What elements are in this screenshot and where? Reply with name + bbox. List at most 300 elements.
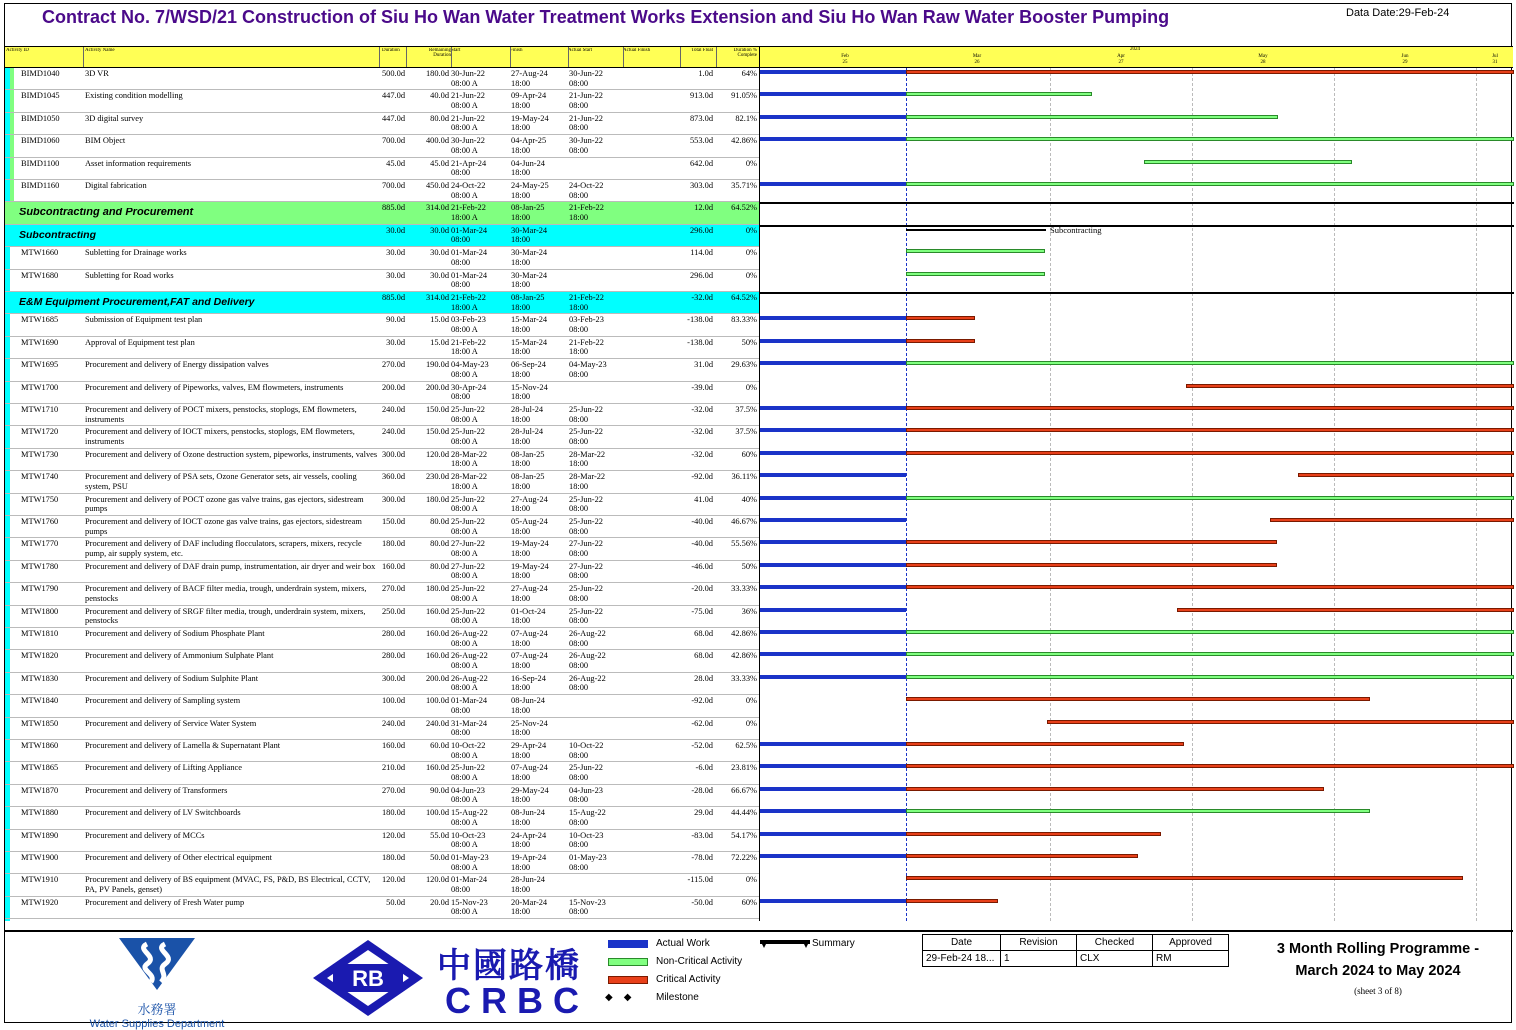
gantt-critical-bar[interactable] bbox=[906, 787, 1324, 791]
activity-row[interactable] bbox=[5, 180, 759, 202]
remaining-duration: 30.0d bbox=[430, 248, 449, 258]
activity-row[interactable] bbox=[5, 785, 759, 807]
remaining-duration: 80.0d bbox=[430, 517, 449, 526]
remaining-duration: 160.0d bbox=[425, 651, 449, 661]
activity-name: Procurement and delivery of SRGF filter media, trough, underdrain system, mixers, penstocks bbox=[85, 606, 366, 626]
finish: 08-Jan-25 18:00 bbox=[511, 472, 545, 491]
gantt-critical-bar[interactable] bbox=[906, 585, 1514, 589]
start: 03-Feb-23 08:00 A bbox=[451, 315, 486, 334]
activity-name: Procurement and delivery of BS equipment (MVAC, FS, P&D, BS Electrical, CCTV, PA, PV Panels, genset) bbox=[85, 875, 371, 894]
finish: 07-Aug-24 18:00 bbox=[511, 651, 548, 670]
duration-pct: 0% bbox=[745, 225, 757, 235]
gantt-actual-bar[interactable] bbox=[760, 899, 906, 903]
gantt-critical-bar[interactable] bbox=[906, 451, 1514, 455]
gantt-critical-bar[interactable] bbox=[906, 832, 1161, 836]
duration: 120.0d bbox=[381, 830, 405, 840]
activity-id: MTW1890 bbox=[21, 830, 59, 840]
activity-id: MTW1865 bbox=[21, 763, 59, 773]
timeline-week: 25 bbox=[842, 60, 848, 65]
duration: 45.0d bbox=[386, 158, 405, 168]
total-float: -50.0d bbox=[691, 897, 713, 907]
activity-id: BIMD1100 bbox=[21, 158, 60, 168]
duration-pct: 66.67% bbox=[731, 785, 757, 795]
timeline-month: Jul bbox=[1492, 54, 1498, 59]
start: 30-Jun-22 08:00 A bbox=[451, 69, 485, 88]
finish: 19-May-24 18:00 bbox=[511, 539, 549, 558]
total-float: -32.0d bbox=[691, 449, 713, 459]
remaining-duration: 180.0d bbox=[425, 494, 449, 504]
gantt-actual-bar[interactable] bbox=[760, 473, 906, 477]
finish: 27-Aug-24 18:00 bbox=[511, 494, 548, 514]
gantt-critical-bar[interactable] bbox=[1047, 720, 1514, 724]
actual-start: 21-Feb-22 18:00 bbox=[569, 293, 604, 312]
col-activity-name: Activity Name bbox=[85, 48, 115, 53]
activity-row[interactable] bbox=[5, 449, 759, 471]
activity-row[interactable] bbox=[5, 426, 759, 448]
finish: 19-Apr-24 18:00 bbox=[511, 853, 547, 872]
gantt-summary-bar[interactable] bbox=[906, 229, 1046, 231]
total-float: -115.0d bbox=[687, 875, 713, 885]
wsd-english-name: Water Supplies Department bbox=[89, 1018, 225, 1030]
rev-date: 29-Feb-24 18... bbox=[923, 951, 1001, 967]
total-float: -39.0d bbox=[691, 382, 713, 392]
data-date-line bbox=[906, 68, 907, 921]
actual-start: 28-Mar-22 18:00 bbox=[569, 472, 606, 491]
duration-pct: 36.11% bbox=[731, 472, 757, 482]
timeline-month: Apr bbox=[1117, 54, 1125, 59]
gantt-noncritical-bar[interactable] bbox=[906, 630, 1514, 634]
start: 21-Feb-22 18:00 A bbox=[451, 203, 486, 222]
total-float: -40.0d bbox=[691, 539, 713, 549]
programme-title bbox=[1243, 938, 1513, 982]
activity-id: MTW1900 bbox=[21, 853, 59, 862]
rev-revision: 1 bbox=[1001, 951, 1077, 967]
gantt-critical-bar[interactable] bbox=[906, 70, 1514, 74]
finish: 24-May-25 18:00 bbox=[511, 181, 549, 200]
actual-start: 03-Feb-23 08:00 bbox=[569, 315, 604, 334]
gantt-noncritical-bar[interactable] bbox=[906, 249, 1045, 253]
activity-row[interactable] bbox=[5, 538, 759, 560]
total-float: 68.0d bbox=[694, 651, 713, 661]
gantt-actual-bar[interactable] bbox=[760, 630, 906, 634]
actual-start bbox=[569, 159, 623, 169]
remaining-duration: 240.0d bbox=[425, 718, 449, 728]
wbs-name: Subcontracting and Procurement bbox=[19, 208, 194, 218]
rev-header-date: Date bbox=[923, 935, 1001, 951]
total-float: 41.0d bbox=[694, 494, 713, 504]
activity-row[interactable] bbox=[5, 874, 759, 896]
activity-row[interactable] bbox=[5, 561, 759, 583]
gantt-actual-bar[interactable] bbox=[760, 809, 906, 813]
actual-start: 21-Feb-22 18:00 bbox=[569, 203, 604, 222]
activity-row[interactable] bbox=[5, 673, 759, 695]
activity-id: BIMD1040 bbox=[21, 69, 60, 78]
duration: 30.0d bbox=[386, 270, 405, 280]
total-float: -83.0d bbox=[691, 830, 713, 840]
gantt-noncritical-bar[interactable] bbox=[906, 115, 1278, 119]
remaining-duration: 160.0d bbox=[425, 606, 449, 616]
summary-bar-icon bbox=[760, 940, 810, 950]
gantt-noncritical-bar[interactable] bbox=[906, 182, 1514, 186]
activity-row[interactable] bbox=[5, 897, 759, 919]
gantt-critical-bar[interactable] bbox=[906, 563, 1277, 567]
gantt-critical-bar[interactable] bbox=[906, 697, 1370, 701]
finish: 08-Jan-25 18:00 bbox=[511, 203, 545, 222]
total-float: -46.0d bbox=[691, 561, 713, 571]
activity-row[interactable] bbox=[5, 90, 759, 112]
finish: 15-Nov-24 18:00 bbox=[511, 382, 548, 402]
remaining-duration: 150.0d bbox=[425, 427, 449, 437]
activity-name: Procurement and delivery of Lifting Appliance bbox=[85, 763, 242, 773]
gantt-critical-bar[interactable] bbox=[906, 854, 1138, 858]
activity-id: MTW1740 bbox=[21, 472, 59, 482]
gantt-actual-bar[interactable] bbox=[760, 854, 906, 858]
start: 01-Mar-24 08:00 bbox=[451, 696, 488, 715]
activity-name: Existing condition modelling bbox=[85, 91, 183, 101]
finish: 15-Mar-24 18:00 bbox=[511, 315, 548, 334]
gantt-summary-label: Subcontracting bbox=[1050, 224, 1102, 235]
total-float: -138.0d bbox=[687, 315, 713, 325]
remaining-duration: 160.0d bbox=[425, 763, 449, 773]
duration: 300.0d bbox=[381, 449, 405, 459]
activity-id: MTW1750 bbox=[21, 494, 59, 504]
start: 31-Mar-24 08:00 bbox=[451, 718, 488, 738]
finish: 04-Jun-24 18:00 bbox=[511, 158, 545, 178]
gantt-actual-bar[interactable] bbox=[760, 406, 906, 410]
duration-pct: 0% bbox=[745, 696, 757, 706]
start: 26-Aug-22 08:00 A bbox=[451, 651, 488, 670]
activity-name: Procurement and delivery of MCCs bbox=[85, 830, 205, 840]
activity-row[interactable] bbox=[5, 359, 759, 381]
gantt-critical-bar[interactable] bbox=[1177, 608, 1514, 612]
gantt-actual-bar[interactable] bbox=[760, 742, 906, 746]
activity-row[interactable] bbox=[5, 650, 759, 672]
activity-row[interactable] bbox=[5, 628, 759, 650]
rb-logo-icon bbox=[311, 938, 425, 1018]
gantt-critical-bar[interactable] bbox=[906, 899, 998, 903]
activity-id: MTW1860 bbox=[21, 741, 59, 750]
activity-row[interactable] bbox=[5, 718, 759, 740]
activity-row[interactable] bbox=[5, 270, 759, 292]
activity-name: Procurement and delivery of Ammonium Sulphate Plant bbox=[85, 651, 274, 661]
duration: 885.0d bbox=[381, 203, 405, 213]
actual-start bbox=[569, 719, 623, 729]
actual-start: 21-Jun-22 08:00 bbox=[569, 91, 603, 110]
total-float: 913.0d bbox=[689, 91, 713, 101]
actual-start bbox=[569, 226, 623, 236]
activity-name: Procurement and delivery of Ozone destruction system, pipeworks, instruments, valves bbox=[85, 449, 378, 459]
wbs-row[interactable] bbox=[5, 292, 759, 314]
activity-row[interactable] bbox=[5, 471, 759, 493]
activity-id: MTW1790 bbox=[21, 584, 59, 594]
gantt-critical-bar[interactable] bbox=[906, 428, 1514, 432]
col-finish: Finish bbox=[510, 48, 523, 53]
duration-pct: 83.33% bbox=[731, 315, 757, 325]
gantt-noncritical-bar[interactable] bbox=[906, 675, 1514, 679]
gantt-critical-bar[interactable] bbox=[906, 339, 975, 343]
gantt-chart bbox=[759, 68, 1513, 921]
gantt-actual-bar[interactable] bbox=[760, 182, 906, 186]
timeline-week: 28 bbox=[1260, 60, 1266, 65]
gantt-critical-bar[interactable] bbox=[1298, 473, 1514, 477]
duration-pct: 54.17% bbox=[731, 830, 757, 840]
duration: 150.0d bbox=[381, 517, 405, 526]
activity-row[interactable] bbox=[5, 807, 759, 829]
duration: 180.0d bbox=[381, 808, 405, 818]
wsd-emblem-icon bbox=[117, 936, 197, 992]
gantt-noncritical-bar[interactable] bbox=[906, 272, 1045, 276]
activity-row[interactable] bbox=[5, 852, 759, 874]
gantt-actual-bar[interactable] bbox=[760, 540, 906, 544]
activity-row[interactable] bbox=[5, 830, 759, 852]
activity-row[interactable] bbox=[5, 583, 759, 605]
remaining-duration: 120.0d bbox=[425, 875, 449, 885]
actual-start: 25-Jun-22 08:00 bbox=[569, 584, 603, 603]
duration: 280.0d bbox=[381, 629, 405, 638]
start: 30-Jun-22 08:00 A bbox=[451, 136, 485, 155]
total-float: -20.0d bbox=[691, 584, 713, 594]
gantt-actual-bar[interactable] bbox=[760, 92, 906, 96]
gantt-actual-bar[interactable] bbox=[760, 339, 906, 343]
legend-actual: Actual Work bbox=[656, 938, 710, 949]
activity-row[interactable] bbox=[5, 247, 759, 269]
actual-start bbox=[569, 248, 623, 258]
gantt-noncritical-bar[interactable] bbox=[906, 809, 1370, 813]
gantt-critical-bar[interactable] bbox=[1270, 518, 1514, 522]
activity-row[interactable] bbox=[5, 606, 759, 628]
start: 01-Mar-24 08:00 bbox=[451, 875, 488, 894]
programme-title-line2: March 2024 to May 2024 bbox=[1295, 963, 1461, 979]
actual-start: 26-Aug-22 08:00 bbox=[569, 651, 606, 670]
finish: 29-May-24 18:00 bbox=[511, 785, 549, 805]
rev-approved: RM bbox=[1153, 951, 1229, 967]
actual-start bbox=[569, 383, 623, 393]
start: 25-Jun-22 08:00 A bbox=[451, 517, 485, 536]
remaining-duration: 80.0d bbox=[430, 561, 449, 571]
legend-critical-swatch bbox=[608, 976, 648, 984]
start: 28-Mar-22 18:00 A bbox=[451, 472, 488, 491]
actual-start: 25-Jun-22 08:00 bbox=[569, 405, 603, 424]
remaining-duration: 180.0d bbox=[425, 584, 449, 594]
gantt-actual-bar[interactable] bbox=[760, 428, 906, 432]
activity-id: MTW1760 bbox=[21, 517, 59, 526]
activity-row[interactable] bbox=[5, 158, 759, 180]
rev-header-approved: Approved bbox=[1153, 935, 1229, 951]
remaining-duration: 60.0d bbox=[430, 741, 449, 750]
remaining-duration: 20.0d bbox=[430, 897, 449, 907]
remaining-duration: 90.0d bbox=[430, 785, 449, 795]
gantt-noncritical-bar[interactable] bbox=[906, 496, 1514, 500]
gantt-critical-bar[interactable] bbox=[1186, 384, 1514, 388]
total-float: -62.0d bbox=[691, 718, 713, 728]
total-float: 303.0d bbox=[689, 181, 713, 190]
activity-row[interactable] bbox=[5, 494, 759, 516]
rev-header-revision: Revision bbox=[1001, 935, 1077, 951]
timeline-week: 26 bbox=[974, 60, 980, 65]
finish: 29-Apr-24 18:00 bbox=[511, 741, 547, 760]
rev-checked: CLX bbox=[1077, 951, 1153, 967]
column-header bbox=[5, 46, 1513, 68]
gantt-actual-bar[interactable] bbox=[760, 70, 906, 74]
activity-name: Procurement and delivery of Other electrical equipment bbox=[85, 853, 272, 862]
gantt-actual-bar[interactable] bbox=[760, 496, 906, 500]
finish: 20-Mar-24 18:00 bbox=[511, 897, 548, 917]
crbc-chinese-name: 中國路橋 bbox=[437, 946, 581, 986]
activity-row[interactable] bbox=[5, 740, 759, 762]
gantt-critical-bar[interactable] bbox=[906, 876, 1463, 880]
gantt-noncritical-bar[interactable] bbox=[906, 92, 1092, 96]
finish: 28-Jul-24 18:00 bbox=[511, 427, 544, 446]
activity-row[interactable] bbox=[5, 113, 759, 135]
rb-logo-text: RB bbox=[352, 966, 384, 991]
activity-id: MTW1920 bbox=[21, 897, 59, 907]
activity-row[interactable] bbox=[5, 314, 759, 336]
finish: 06-Sep-24 18:00 bbox=[511, 360, 546, 379]
activity-row[interactable] bbox=[5, 762, 759, 784]
activity-id: MTW1730 bbox=[21, 449, 59, 459]
activity-id: MTW1720 bbox=[21, 427, 59, 437]
gantt-critical-bar[interactable] bbox=[906, 316, 975, 320]
start: 25-Jun-22 08:00 A bbox=[451, 494, 485, 514]
activity-name: BIM Object bbox=[85, 136, 126, 146]
start: 01-Mar-24 08:00 bbox=[451, 248, 488, 267]
activity-name: Procurement and delivery of Sodium Sulphite Plant bbox=[85, 673, 259, 683]
start: 10-Oct-23 08:00 A bbox=[451, 830, 486, 850]
actual-start bbox=[569, 696, 623, 706]
activity-row[interactable] bbox=[5, 382, 759, 404]
gantt-actual-bar[interactable] bbox=[760, 585, 906, 589]
gantt-critical-bar[interactable] bbox=[906, 764, 1514, 768]
activity-name: Procurement and delivery of IOCT ozone gas valve trains, gas ejectors, sidestream pumps bbox=[85, 517, 362, 536]
gantt-noncritical-bar[interactable] bbox=[1144, 160, 1352, 164]
actual-start: 21-Feb-22 18:00 bbox=[569, 337, 604, 357]
duration-pct: 0% bbox=[745, 718, 757, 728]
col-remaining: Remaining Duration bbox=[429, 48, 451, 58]
finish: 30-Mar-24 18:00 bbox=[511, 225, 548, 245]
activity-id: MTW1910 bbox=[21, 875, 59, 885]
activity-name: Procurement and delivery of DAF including flocculators, scrapers, mixers, recycle pump, air supply system, etc. bbox=[85, 539, 362, 558]
duration: 240.0d bbox=[381, 427, 405, 437]
activity-row[interactable] bbox=[5, 135, 759, 157]
start: 01-Mar-24 08:00 bbox=[451, 225, 488, 245]
start: 21-Apr-24 08:00 bbox=[451, 158, 487, 178]
duration-pct: 60% bbox=[741, 897, 757, 907]
actual-start: 26-Aug-22 08:00 bbox=[569, 629, 606, 648]
start: 24-Oct-22 08:00 A bbox=[451, 181, 486, 200]
total-float: 296.0d bbox=[689, 225, 713, 235]
actual-start: 26-Aug-22 08:00 bbox=[569, 673, 606, 693]
duration: 447.0d bbox=[381, 91, 405, 101]
activity-id: MTW1780 bbox=[21, 561, 59, 571]
gantt-noncritical-bar[interactable] bbox=[906, 652, 1514, 656]
activity-row[interactable] bbox=[5, 695, 759, 717]
gantt-critical-bar[interactable] bbox=[906, 406, 1514, 410]
start: 21-Feb-22 18:00 A bbox=[451, 293, 486, 312]
start: 25-Jun-22 08:00 A bbox=[451, 427, 485, 446]
duration-pct: 42.86% bbox=[731, 136, 757, 146]
duration-pct: 72.22% bbox=[731, 853, 757, 862]
activity-name: Procurement and delivery of DAF drain pump, instrumentation, air dryer and weir box bbox=[85, 561, 376, 571]
gantt-actual-bar[interactable] bbox=[760, 137, 906, 141]
gantt-actual-bar[interactable] bbox=[760, 563, 906, 567]
finish: 27-Aug-24 18:00 bbox=[511, 584, 548, 603]
gantt-actual-bar[interactable] bbox=[760, 764, 906, 768]
gantt-actual-bar[interactable] bbox=[760, 608, 906, 612]
duration-pct: 37.5% bbox=[735, 405, 757, 414]
gantt-actual-bar[interactable] bbox=[760, 361, 906, 365]
activity-id: BIMD1050 bbox=[21, 113, 60, 123]
gantt-actual-bar[interactable] bbox=[760, 787, 906, 791]
remaining-duration: 40.0d bbox=[430, 91, 449, 101]
activity-name: Digital fabrication bbox=[85, 181, 147, 190]
remaining-duration: 80.0d bbox=[430, 113, 449, 123]
duration-pct: 50% bbox=[741, 561, 757, 571]
activity-name: 3D digital survey bbox=[85, 113, 144, 123]
duration: 270.0d bbox=[381, 360, 405, 370]
activity-name: Procurement and delivery of PSA sets, Ozone Generator sets, air vessels, cooling system, PSU bbox=[85, 472, 357, 491]
finish: 01-Oct-24 18:00 bbox=[511, 606, 546, 626]
start: 21-Jun-22 08:00 A bbox=[451, 91, 485, 110]
duration-pct: 46.67% bbox=[731, 517, 757, 526]
finish: 15-Mar-24 18:00 bbox=[511, 337, 548, 357]
milestone-diamond-icon: ◆ ◆ bbox=[605, 992, 632, 1003]
activity-row[interactable] bbox=[5, 404, 759, 426]
gantt-noncritical-bar[interactable] bbox=[906, 361, 1514, 365]
duration-pct: 0% bbox=[745, 875, 757, 885]
activity-name: Approval of Equipment test plan bbox=[85, 337, 195, 347]
remaining-duration: 100.0d bbox=[425, 808, 449, 818]
activity-name: Subletting for Road works bbox=[85, 270, 174, 280]
wsd-chinese-name: 水務署 bbox=[137, 1002, 177, 1017]
duration-pct: 91.05% bbox=[731, 91, 757, 101]
gantt-actual-bar[interactable] bbox=[760, 832, 906, 836]
activity-name: Procurement and delivery of Service Water System bbox=[85, 718, 257, 728]
activity-row[interactable] bbox=[5, 337, 759, 359]
crbc-english-name: CRBC bbox=[445, 980, 589, 1021]
wbs-row[interactable] bbox=[5, 202, 759, 224]
gantt-actual-bar[interactable] bbox=[760, 316, 906, 320]
remaining-duration: 180.0d bbox=[425, 69, 449, 78]
remaining-duration: 150.0d bbox=[425, 405, 449, 414]
activity-row[interactable] bbox=[5, 516, 759, 538]
total-float: -138.0d bbox=[687, 337, 713, 347]
duration: 50.0d bbox=[386, 897, 405, 907]
gantt-actual-bar[interactable] bbox=[760, 518, 906, 522]
gantt-actual-bar[interactable] bbox=[760, 675, 906, 679]
duration-pct: 35.71% bbox=[731, 181, 757, 190]
gantt-actual-bar[interactable] bbox=[760, 115, 906, 119]
activity-name: Asset information requirements bbox=[85, 158, 192, 168]
gantt-actual-bar[interactable] bbox=[760, 451, 906, 455]
wbs-row[interactable] bbox=[5, 225, 759, 247]
duration-pct: 33.33% bbox=[731, 584, 757, 594]
total-float: 1.0d bbox=[698, 69, 713, 78]
gantt-critical-bar[interactable] bbox=[906, 540, 1277, 544]
gantt-noncritical-bar[interactable] bbox=[906, 137, 1514, 141]
activity-row[interactable] bbox=[5, 68, 759, 90]
total-float: 31.0d bbox=[694, 360, 713, 370]
gantt-actual-bar[interactable] bbox=[760, 652, 906, 656]
finish: 24-Apr-24 18:00 bbox=[511, 830, 547, 850]
total-float: 296.0d bbox=[689, 270, 713, 280]
actual-start: 27-Jun-22 08:00 bbox=[569, 539, 603, 558]
remaining-duration: 400.0d bbox=[425, 136, 449, 146]
activity-name: 3D VR bbox=[85, 69, 109, 78]
remaining-duration: 15.0d bbox=[430, 337, 449, 347]
gantt-critical-bar[interactable] bbox=[906, 742, 1184, 746]
timeline-month: May bbox=[1258, 54, 1268, 59]
activity-id: BIMD1160 bbox=[21, 181, 60, 190]
